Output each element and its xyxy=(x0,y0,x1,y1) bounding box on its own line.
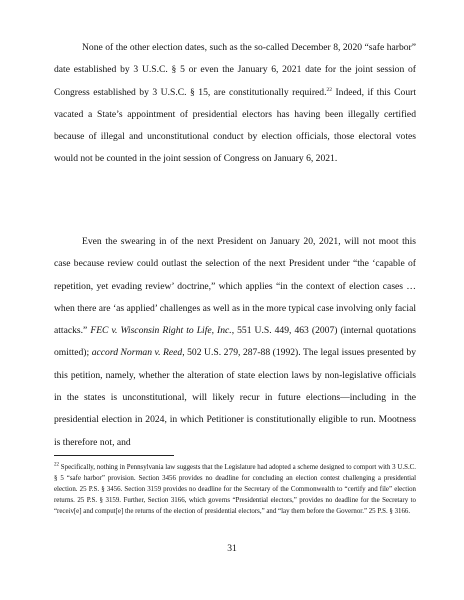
case-citation-norman-v-reed: accord Norman v. Reed xyxy=(91,347,183,359)
footnote-text: Specifically, nothing in Pennsylvania law suggests that the Legislature had adopted a scheme designed to comport with 3 U.S.C. § 5 “safe harbor” provision. Section 3456 provides no deadline for concluding an election contest challenging a presidential election. 25 P.S. § 3456. Section 3159 provides no deadline for the Secretary of the Commonwealth to “certify and file” election returns. 25 P.S. § 3159. Further, Section 3166, which governs “Presidential electors,” provides no deadline for the Secretary to “receiv[e] and comput[e] the returns of the election of presidential electors,” and “lay them before the Governor.” 25 P.S. § 3166. xyxy=(54,464,416,516)
paragraph-2-text-b: , 551 U.S. 449, 463 (2007) (internal quotations omitted); xyxy=(54,325,416,359)
footnote-number: 22 xyxy=(54,462,59,468)
paragraph-1 xyxy=(54,37,416,171)
footnote-reference-22[interactable]: 22 xyxy=(326,86,332,93)
paragraph-2 xyxy=(54,231,416,454)
case-citation-fec-v-wisconsin: FEC v. Wisconsin Right to Life, Inc. xyxy=(90,325,232,337)
paragraph-2-text-c: , 502 U.S. 279, 287-88 (1992). The legal issues presented by this petition, namely, whether the alteration of state election laws by non-legislative officials in the states is unconstitutional, will likely recur in future elections—including in the presidential election in 2024, in which Petitioner is constitutionally eligible to run. Mootness is therefore not, and xyxy=(54,347,416,448)
footnote-separator xyxy=(54,455,174,456)
footnote-22 xyxy=(54,462,416,517)
paragraph-1-text-a: None of the other election dates, such as the so-called December 8, 2020 “safe harbor” date established by 3 U.S.C. § 5 or even the January 6, 2021 date for the joint session of Congress established by 3 U.S.C. § 15, are constitutionally required. xyxy=(54,42,416,98)
paragraph-1-text-b: Indeed, if this Court vacated a State’s appointment of presidential electors has having been illegally certified because of illegal and unconstitutional conduct by election officials, those electoral votes would not be counted in the joint session of Congress on January 6, 2021. xyxy=(54,86,416,165)
paragraph-2-text-a: Even the swearing in of the next President on January 20, 2021, will not moot this case because review could outlast the selection of the next President under “the ‘capable of repetition, yet evading review’ doctrine,” which applies “in the context of election cases … when there are ‘as applied’ challenges as well as in the more typical case involving only facial attacks.” xyxy=(54,236,416,337)
page-number: 31 xyxy=(227,543,237,554)
